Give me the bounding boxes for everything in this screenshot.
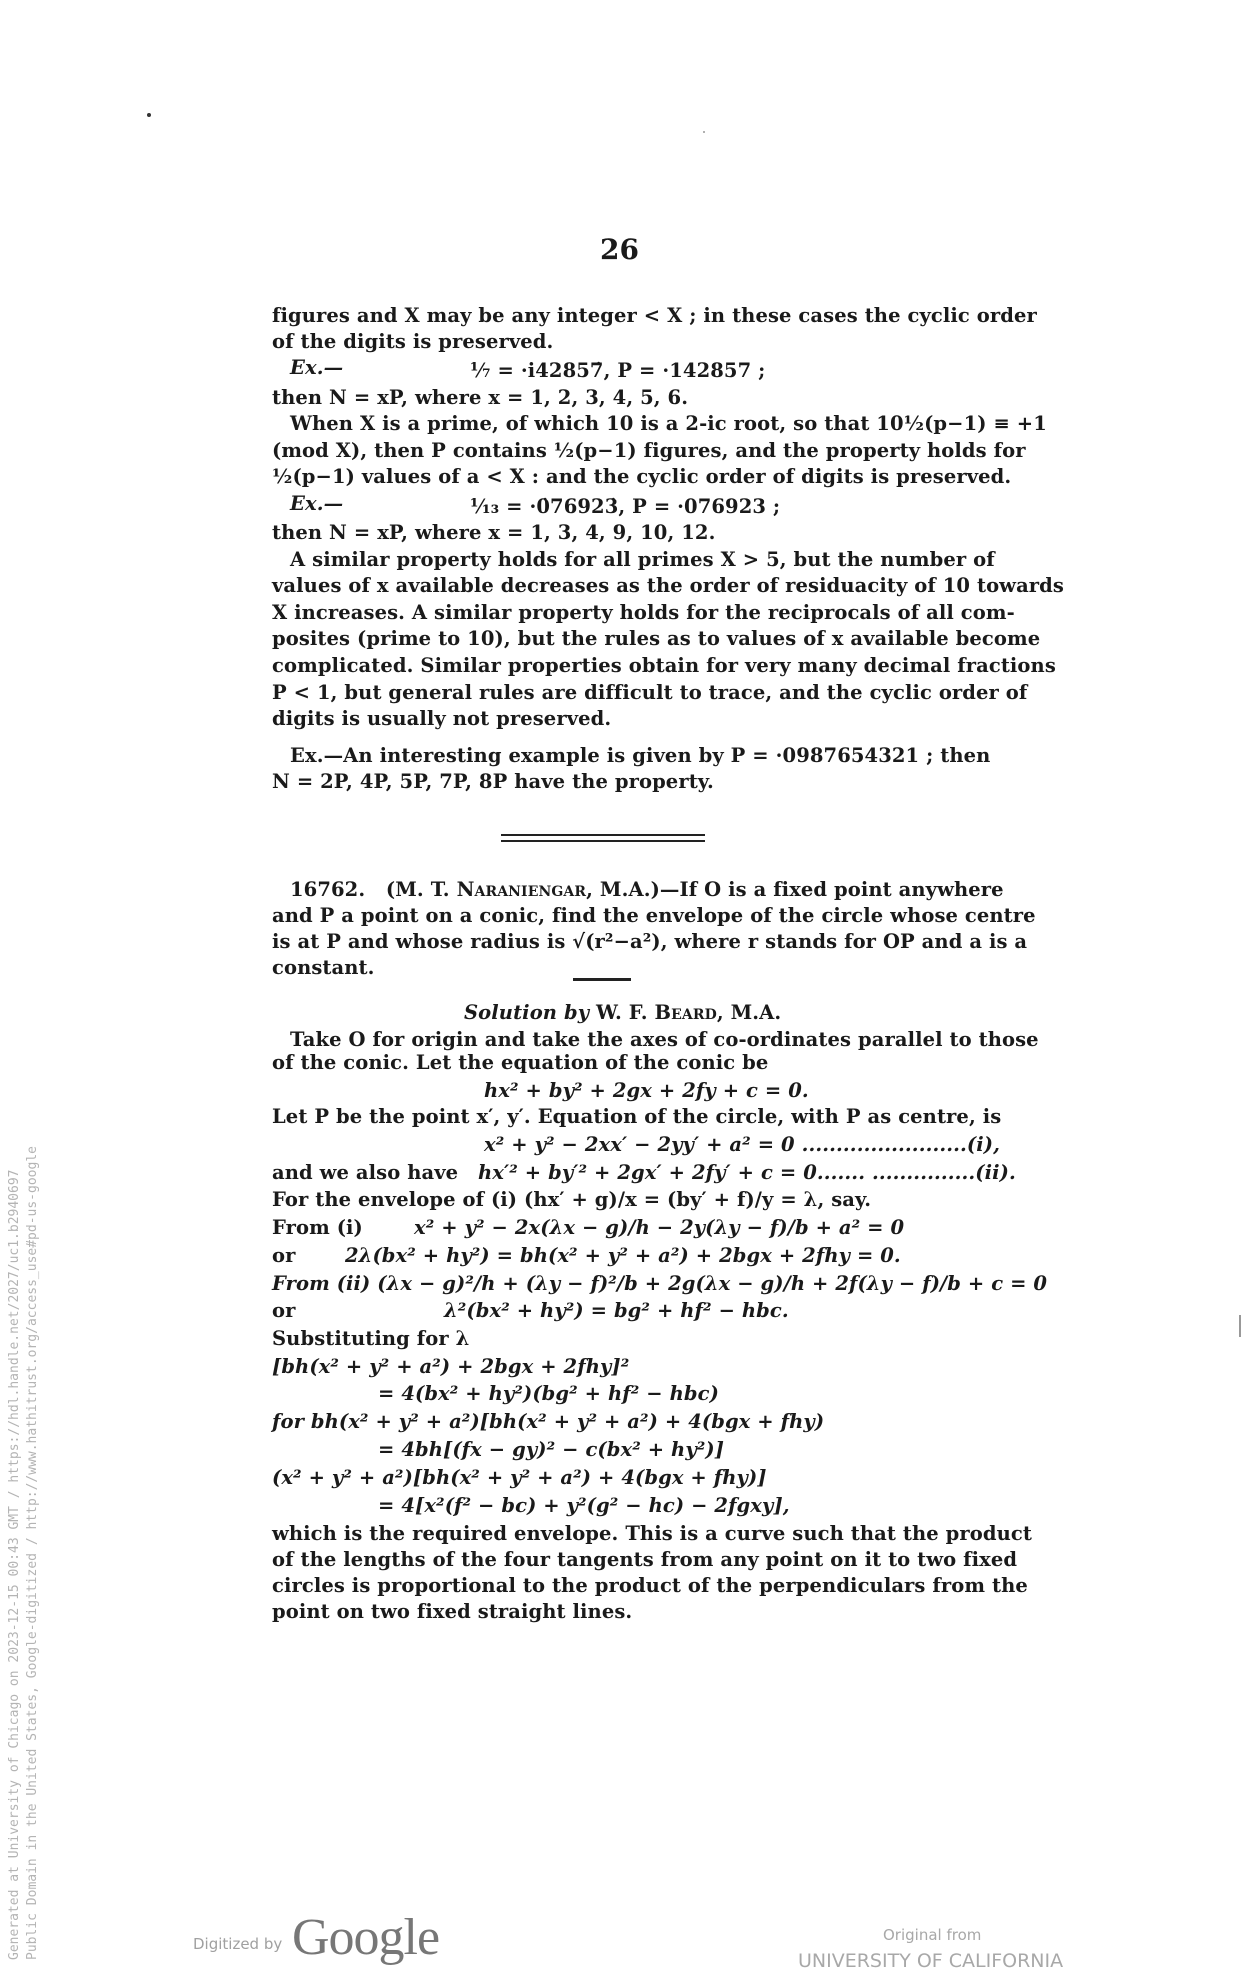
equation-i: x² + y² − 2xx′ − 2yy′ + a² = 0 ........................(i), [484, 1133, 1000, 1156]
text-line: complicated. Similar properties obtain for very many decimal fractions [272, 654, 1056, 677]
solution-heading [464, 1000, 781, 1026]
equation: = 4[x²(f² − bc) + y²(g² − hc) − 2fgxy], [378, 1494, 790, 1517]
text-line: digits is usually not preserved. [272, 707, 612, 730]
equation: (x² + y² + a²)[bh(x² + y² + a²) + 4(bgx + fhy)] [272, 1466, 767, 1489]
text-line: figures and X may be any integer < X ; in these cases the cyclic order [272, 304, 1037, 327]
text-line: (mod X), then P contains ½(p−1) figures, and the property holds for [272, 439, 1026, 462]
math-line: ¹⁄₁₃ = ·0̇76923̇, P = ·076923 ; [470, 495, 781, 518]
solution-line: which is the required envelope. This is a curve such that the product [272, 1522, 1032, 1545]
text-line: P < 1, but general rules are difficult to trace, and the cyclic order of [272, 681, 1028, 704]
scan-speck [703, 131, 705, 133]
short-rule [573, 978, 631, 981]
page-number: 26 [600, 233, 639, 266]
watermark-line-1: Generated at University of Chicago on 2023-12-15 00:43 GMT / https://hdl.handle.net/2027/uc1.b2940697 [7, 1169, 22, 1960]
double-rule-top [501, 834, 705, 836]
university-label: UNIVERSITY OF CALIFORNIA [798, 1950, 1064, 1972]
scan-edge-mark [1239, 1315, 1241, 1337]
question-line: is at P and whose radius is √(r²−a²), where r stands for OP and a is a [272, 930, 1028, 953]
watermark-line-2: Public Domain in the United States, Google-digitized / http://www.hathitrust.org/access_use#pd-us-google [25, 1146, 40, 1960]
text-line: N = 2P, 4P, 5P, 7P, 8P have the property. [272, 770, 714, 793]
original-from-label: Original from [883, 1926, 982, 1944]
equation: [bh(x² + y² + a²) + 2bgx + 2fhy]² [272, 1355, 630, 1378]
solution-prefix: Solution by [464, 1001, 590, 1024]
solution-line: of the conic. Let the equation of the conic be [272, 1051, 769, 1074]
solution-author: W. F. Beard, M.A. [596, 1001, 782, 1024]
text-line: When X is a prime, of which 10 is a 2-ic root, so that 10½(p−1) ≡ +1 [290, 412, 1047, 435]
equation-ii: hx′² + by′² + 2gx′ + 2fy′ + c = 0....... ...............(ii). [478, 1161, 1016, 1184]
google-logo: Google [292, 1909, 440, 1966]
hathitrust-watermark [6, 1146, 42, 1960]
equation: for bh(x² + y² + a²)[bh(x² + y² + a²) + 4(bgx + fhy) [272, 1410, 825, 1433]
equation: 2λ(bx² + hy²) = bh(x² + y² + a²) + 2bgx + 2fhy = 0. [345, 1244, 901, 1267]
text-line: then N = xP, where x = 1, 2, 3, 4, 5, 6. [272, 386, 689, 409]
text-line: of the digits is preserved. [272, 330, 554, 353]
equation: From (ii) (λx − g)²/h + (λy − f)²/b + 2g(λx − g)/h + 2f(λy − f)/b + c = 0 [272, 1272, 1048, 1295]
equation: x² + y² − 2x(λx − g)/h − 2y(λy − f)/b + a² = 0 [414, 1216, 905, 1239]
question-author: (M. T. Naraniengar, M.A.) [385, 878, 660, 901]
question-number: 16762. [290, 878, 366, 901]
question-line [290, 877, 1004, 903]
text-line: posites (prime to 10), but the rules as to values of x available become [272, 627, 1041, 650]
text-line: X increases. A similar property holds for the reciprocals of all com- [272, 601, 1015, 624]
math-line: ¹⁄₇ = ·i42857̇, P = ·142857 ; [470, 359, 766, 382]
solution-line: circles is proportional to the product of the perpendiculars from the [272, 1574, 1028, 1597]
question-line: constant. [272, 956, 375, 979]
solution-line: of the lengths of the four tangents from any point on it to two fixed [272, 1548, 1018, 1571]
text-line: ½(p−1) values of a < X : and the cyclic order of digits is preserved. [272, 465, 1012, 488]
scan-speck [147, 113, 151, 117]
solution-line: or [272, 1244, 296, 1267]
text-line: then N = xP, where x = 1, 3, 4, 9, 10, 12. [272, 521, 716, 544]
example-label: Ex.— [290, 492, 344, 515]
digitized-by-label: Digitized by [193, 1935, 283, 1953]
solution-line: point on two fixed straight lines. [272, 1600, 633, 1623]
solution-line: From (i) [272, 1216, 363, 1239]
equation: λ²(bx² + hy²) = bg² + hf² − hbc. [444, 1299, 789, 1322]
solution-line: Substituting for λ [272, 1327, 470, 1350]
solution-line: or [272, 1299, 296, 1322]
solution-line: Let P be the point x′, y′. Equation of the circle, with P as centre, is [272, 1105, 1002, 1128]
example-label: Ex.— [290, 356, 344, 379]
solution-line: Take O for origin and take the axes of co-ordinates parallel to those [290, 1028, 1039, 1051]
solution-line: and we also have [272, 1161, 459, 1184]
equation: = 4bh[(fx − gy)² − c(bx² + hy²)] [378, 1438, 725, 1461]
text-line: Ex.—An interesting example is given by P = ·0987654321 ; then [290, 744, 991, 767]
question-text: —If O is a fixed point anywhere [659, 878, 1004, 901]
text-line: A similar property holds for all primes X > 5, but the number of [290, 548, 995, 571]
double-rule-bottom [501, 840, 705, 842]
question-line: and P a point on a conic, find the envelope of the circle whose centre [272, 904, 1036, 927]
equation: hx² + by² + 2gx + 2fy + c = 0. [484, 1079, 809, 1102]
equation: = 4(bx² + hy²)(bg² + hf² − hbc) [378, 1382, 719, 1405]
text-line: values of x available decreases as the order of residuacity of 10 towards [272, 574, 1064, 597]
solution-line: For the envelope of (i) (hx′ + g)/x = (by′ + f)/y = λ, say. [272, 1188, 872, 1211]
